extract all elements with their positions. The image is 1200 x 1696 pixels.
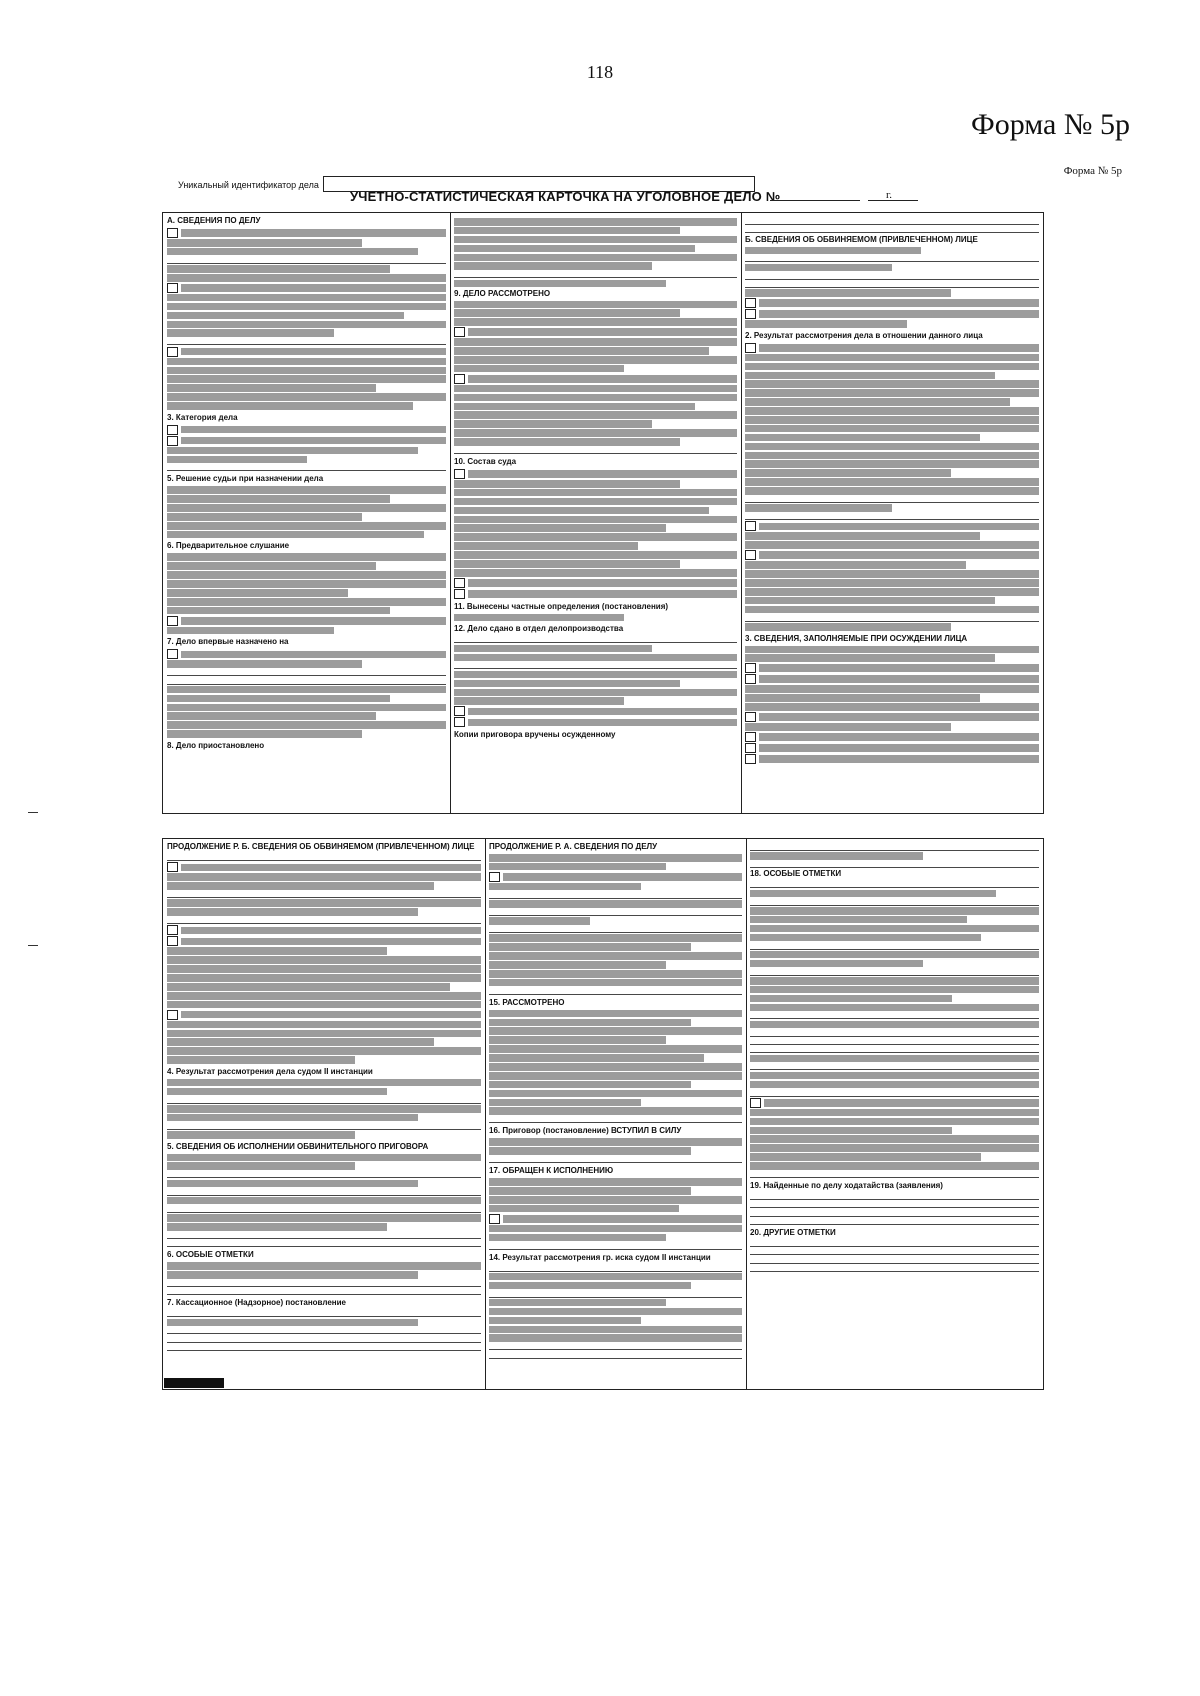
section-subheading: 19. Найденные по делу ходатайства (заявления)	[750, 1181, 943, 1191]
section-subheading: 3. СВЕДЕНИЯ, ЗАПОЛНЯЕМЫЕ ПРИ ОСУЖДЕНИИ ЛИЦА	[745, 633, 968, 643]
checkbox[interactable]	[454, 589, 465, 599]
checkbox[interactable]	[454, 469, 465, 479]
checkbox[interactable]	[745, 550, 756, 560]
form-title: Форма № 5р	[971, 108, 1130, 141]
uid-label: Уникальный идентификатор дела	[178, 180, 319, 190]
section-subheading: 3. Категория дела	[167, 412, 238, 422]
checkbox[interactable]	[167, 925, 178, 935]
checkbox[interactable]	[167, 436, 178, 446]
section-heading: 9. ДЕЛО РАССМОТРЕНО	[454, 288, 551, 298]
redaction-mark	[164, 1378, 224, 1388]
section-subheading: 5. Решение судьи при назначении дела	[167, 474, 324, 484]
checkbox[interactable]	[745, 743, 756, 753]
checkbox[interactable]	[745, 674, 756, 684]
section-subheading: 20. ДРУГИЕ ОТМЕТКИ	[750, 1227, 836, 1237]
checkbox[interactable]	[454, 578, 465, 588]
section-subheading: 12. Дело сдано в отдел делопроизводства	[454, 624, 624, 634]
checkbox[interactable]	[454, 327, 465, 337]
section-subheading: 2. Результат рассмотрения дела в отношении данного лица	[745, 330, 983, 340]
section-subheading: 17. ОБРАЩЕН К ИСПОЛНЕНИЮ	[489, 1166, 614, 1176]
card-date-field[interactable]	[868, 200, 918, 201]
margin-mark	[28, 945, 38, 946]
card-year-suffix: г.	[886, 189, 893, 201]
bottom-col-1	[163, 839, 486, 1389]
margin-mark	[28, 812, 38, 813]
checkbox[interactable]	[745, 754, 756, 764]
checkbox[interactable]	[745, 298, 756, 308]
checkbox[interactable]	[745, 732, 756, 742]
card-title: УЧЕТНО-СТАТИСТИЧЕСКАЯ КАРТОЧКА НА УГОЛОВНОЕ ДЕЛО №	[350, 189, 781, 204]
section-subheading: 7. Дело впервые назначено на	[167, 637, 289, 647]
section-subheading: 6. ОСОБЫЕ ОТМЕТКИ	[167, 1250, 254, 1260]
top-col-1	[163, 213, 451, 813]
checkbox[interactable]	[167, 283, 178, 293]
section-subheading: 14. Результат рассмотрения гр. иска судом II инстанции	[489, 1252, 711, 1262]
page-number: 118	[586, 62, 614, 82]
top-col-3	[741, 213, 1043, 813]
section-subheading: 15. РАССМОТРЕНО	[489, 997, 565, 1007]
top-form-block	[162, 212, 1044, 814]
checkbox[interactable]	[454, 717, 465, 727]
checkbox[interactable]	[167, 936, 178, 946]
top-col-2	[450, 213, 742, 813]
checkbox[interactable]	[167, 862, 178, 872]
bottom-form-block	[162, 838, 1044, 1390]
checkbox[interactable]	[167, 347, 178, 357]
checkbox[interactable]	[489, 872, 500, 882]
section-subheading: 8. Дело приостановлено	[167, 740, 265, 750]
section-subheading: 11. Вынесены частные определения (постановления)	[454, 601, 669, 611]
checkbox[interactable]	[167, 228, 178, 238]
checkbox[interactable]	[454, 374, 465, 384]
checkbox[interactable]	[167, 616, 178, 626]
section-heading: ПРОДОЛЖЕНИЕ Р. Б. СВЕДЕНИЯ ОБ ОБВИНЯЕМОМ (ПРИВЛЕЧЕННОМ) ЛИЦЕ	[167, 842, 475, 851]
checkbox[interactable]	[167, 649, 178, 659]
form-subtitle: Форма № 5р	[1063, 165, 1122, 177]
checkbox[interactable]	[745, 521, 756, 531]
checkbox[interactable]	[750, 1098, 761, 1108]
section-heading: 18. ОСОБЫЕ ОТМЕТКИ	[750, 869, 842, 879]
bottom-col-3	[746, 839, 1043, 1389]
checkbox[interactable]	[745, 343, 756, 353]
checkbox[interactable]	[745, 712, 756, 722]
section-heading: ПРОДОЛЖЕНИЕ Р. А. СВЕДЕНИЯ ПО ДЕЛУ	[489, 842, 658, 851]
checkbox[interactable]	[745, 663, 756, 673]
section-subheading: Копии приговора вручены осужденному	[454, 730, 616, 740]
section-subheading: 16. Приговор (постановление) ВСТУПИЛ В СИЛУ	[489, 1126, 682, 1136]
section-heading: Б. СВЕДЕНИЯ ОБ ОБВИНЯЕМОМ (ПРИВЛЕЧЕННОМ) ЛИЦЕ	[745, 234, 978, 244]
section-subheading: 6. Предварительное слушание	[167, 541, 290, 551]
section-subheading: 5. СВЕДЕНИЯ ОБ ИСПОЛНЕНИИ ОБВИНИТЕЛЬНОГО ПРИГОВОРА	[167, 1141, 429, 1151]
bottom-col-2	[485, 839, 747, 1389]
checkbox[interactable]	[167, 1010, 178, 1020]
checkbox[interactable]	[745, 309, 756, 319]
section-subheading: 4. Результат рассмотрения дела судом II инстанции	[167, 1066, 373, 1076]
text-lines	[167, 228, 446, 410]
checkbox[interactable]	[489, 1214, 500, 1224]
section-heading: А. СВЕДЕНИЯ ПО ДЕЛУ	[167, 216, 261, 225]
section-subheading: 7. Кассационное (Надзорное) постановление	[167, 1298, 346, 1308]
checkbox[interactable]	[167, 425, 178, 435]
section-subheading: 10. Состав суда	[454, 457, 517, 466]
card-number-field[interactable]	[770, 200, 860, 201]
checkbox[interactable]	[454, 706, 465, 716]
